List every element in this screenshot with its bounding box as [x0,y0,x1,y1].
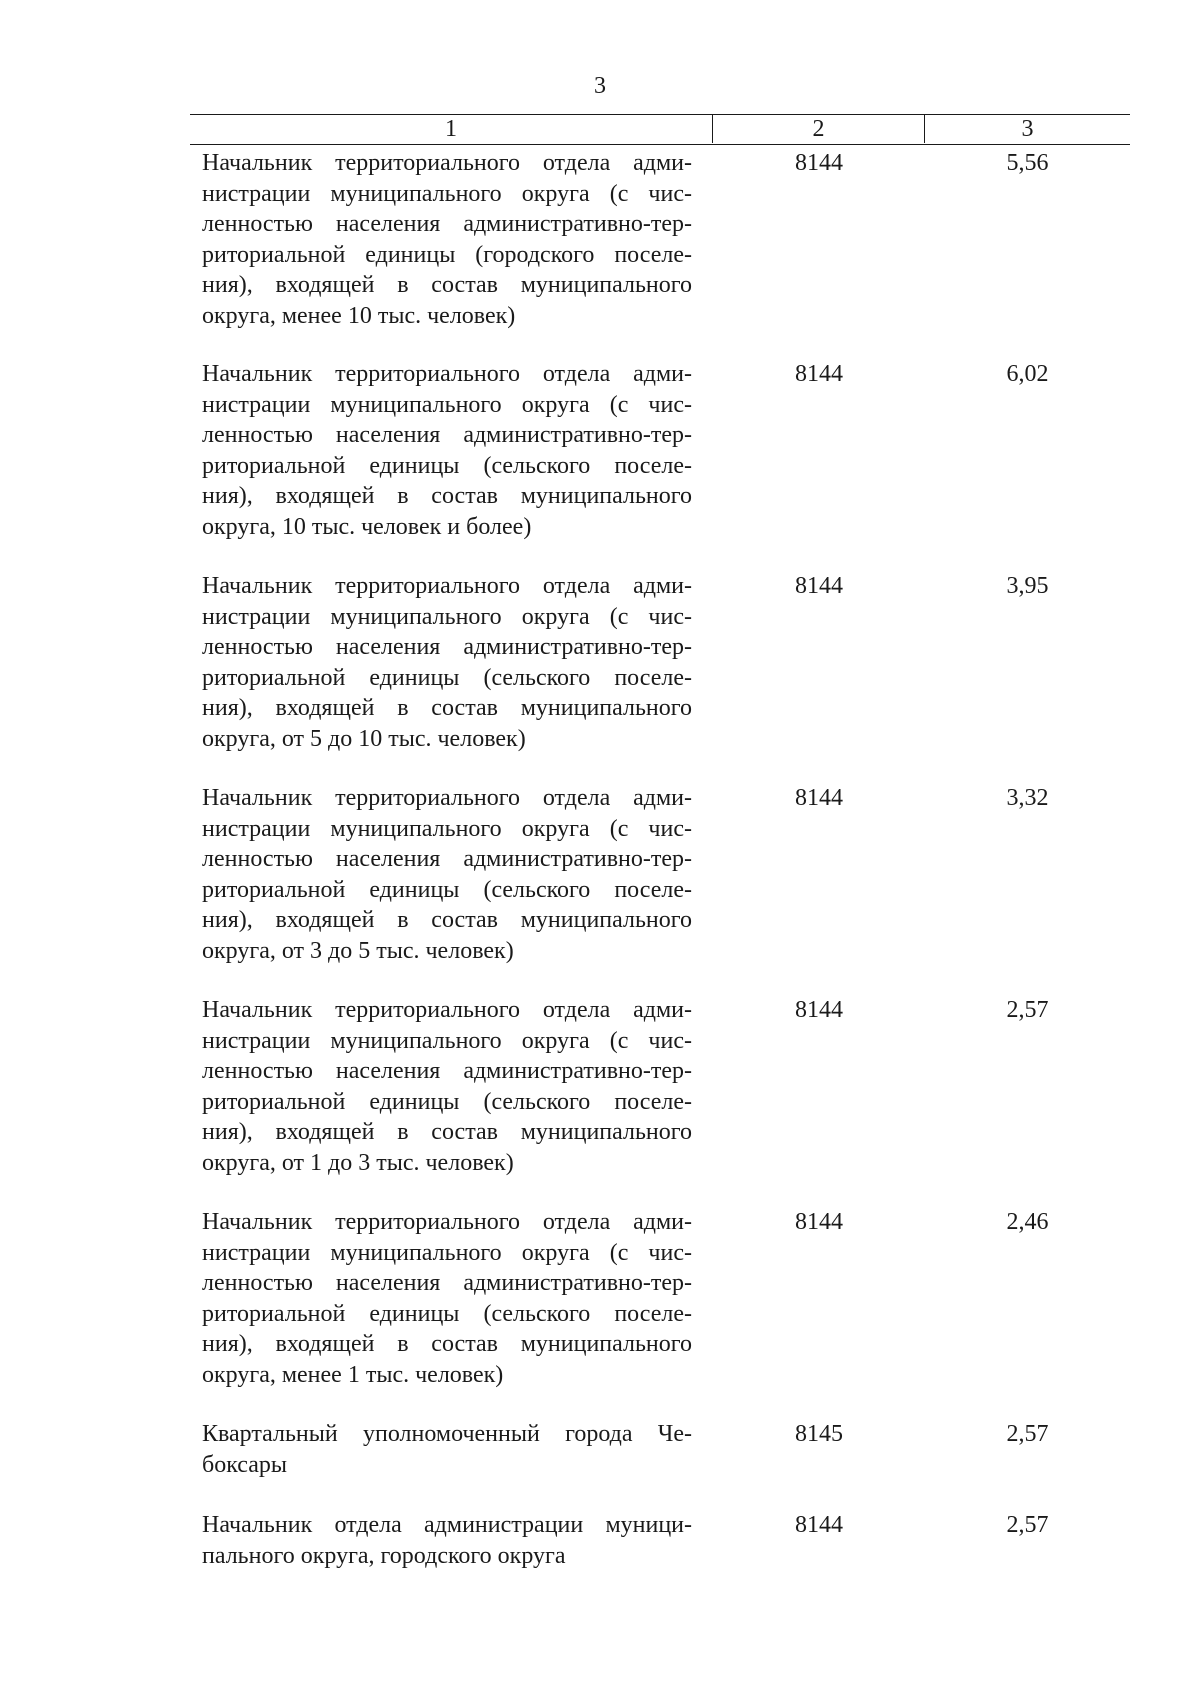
description-line: ленностью населения административно-тер- [202,1058,692,1084]
column-header-3: 3 [1021,116,1034,142]
description-line: ния), входящей в состав муниципального [202,483,692,509]
description-line: нистрации муниципального округа (с чис- [202,180,692,207]
description-line: округа, менее 10 тыс. человек) [202,302,516,329]
description-line: округа, от 3 до 5 тыс. человек) [202,937,514,964]
description-line: округа, менее 1 тыс. человек) [202,1361,504,1388]
coefficient-value: 3,32 [1006,785,1049,811]
description-line: ленностью населения административно-тер- [202,846,692,872]
description-line: ния), входящей в состав муниципального [202,272,692,298]
table-header [190,114,1130,145]
coefficient-value: 2,46 [1006,1209,1049,1235]
description-line: риториальной единицы (сельского поселе- [202,452,692,479]
position-description [202,995,692,1178]
description-line: ленностью населения административно-тер- [202,211,692,237]
description-line: округа, 10 тыс. человек и более) [202,513,532,540]
column-header-2: 2 [713,115,925,143]
description-line: риториальной единицы (сельского поселе- [202,876,692,903]
description-line: ния), входящей в состав муниципального [202,1119,692,1145]
position-code: 8145 [795,1421,843,1447]
coefficient-value: 2,57 [1006,1512,1049,1538]
description-line: боксары [202,1451,287,1478]
description-line: риториальной единицы (городского поселе- [202,241,692,268]
position-description [202,148,692,331]
description-line: ленностью населения административно-тер- [202,422,692,448]
description-line: риториальной единицы (сельского поселе- [202,1300,692,1327]
coefficient-value: 3,95 [1006,573,1049,599]
position-description [202,1419,692,1480]
position-code: 8144 [795,573,843,599]
coefficient-value: 6,02 [1006,361,1049,387]
description-line: Начальник территориального отдела адми- [202,1209,692,1235]
coefficient-value: 2,57 [1006,1421,1049,1447]
description-line: риториальной единицы (сельского поселе- [202,1088,692,1115]
description-line: Начальник территориального отдела адми- [202,997,692,1023]
description-line: ния), входящей в состав муниципального [202,695,692,721]
position-description [202,359,692,542]
position-code: 8144 [795,1512,843,1538]
description-line: нистрации муниципального округа (с чис- [202,391,692,418]
description-line: Начальник территориального отдела адми- [202,785,692,811]
description-line: Начальник территориального отдела адми- [202,361,692,387]
position-code: 8144 [795,785,843,811]
position-code: 8144 [795,1209,843,1235]
description-line: нистрации муниципального округа (с чис- [202,603,692,630]
description-line: округа, от 5 до 10 тыс. человек) [202,725,526,752]
position-code: 8144 [795,361,843,387]
description-line: пального округа, городского округа [202,1542,566,1569]
description-line: нистрации муниципального округа (с чис- [202,815,692,842]
description-line: Квартальный уполномоченный города Че- [202,1421,692,1447]
position-description [202,1510,692,1571]
page-number: 3 [594,73,606,99]
position-description [202,1207,692,1390]
description-line: округа, от 1 до 3 тыс. человек) [202,1149,514,1176]
description-line: Начальник территориального отдела адми- [202,150,692,176]
coefficient-value: 2,57 [1006,997,1049,1023]
position-description [202,571,692,754]
description-line: риториальной единицы (сельского поселе- [202,664,692,691]
description-line: ленностью населения административно-тер- [202,1270,692,1296]
description-line: нистрации муниципального округа (с чис- [202,1239,692,1266]
column-header-1: 1 [190,115,713,143]
position-code: 8144 [795,150,843,176]
position-description [202,783,692,966]
description-line: ленностью населения административно-тер- [202,634,692,660]
coefficient-value: 5,56 [1006,150,1049,176]
description-line: ния), входящей в состав муниципального [202,907,692,933]
description-line: Начальник территориального отдела адми- [202,573,692,599]
description-line: Начальник отдела администрации муници- [202,1512,692,1538]
description-line: нистрации муниципального округа (с чис- [202,1027,692,1054]
description-line: ния), входящей в состав муниципального [202,1331,692,1357]
position-code: 8144 [795,997,843,1023]
